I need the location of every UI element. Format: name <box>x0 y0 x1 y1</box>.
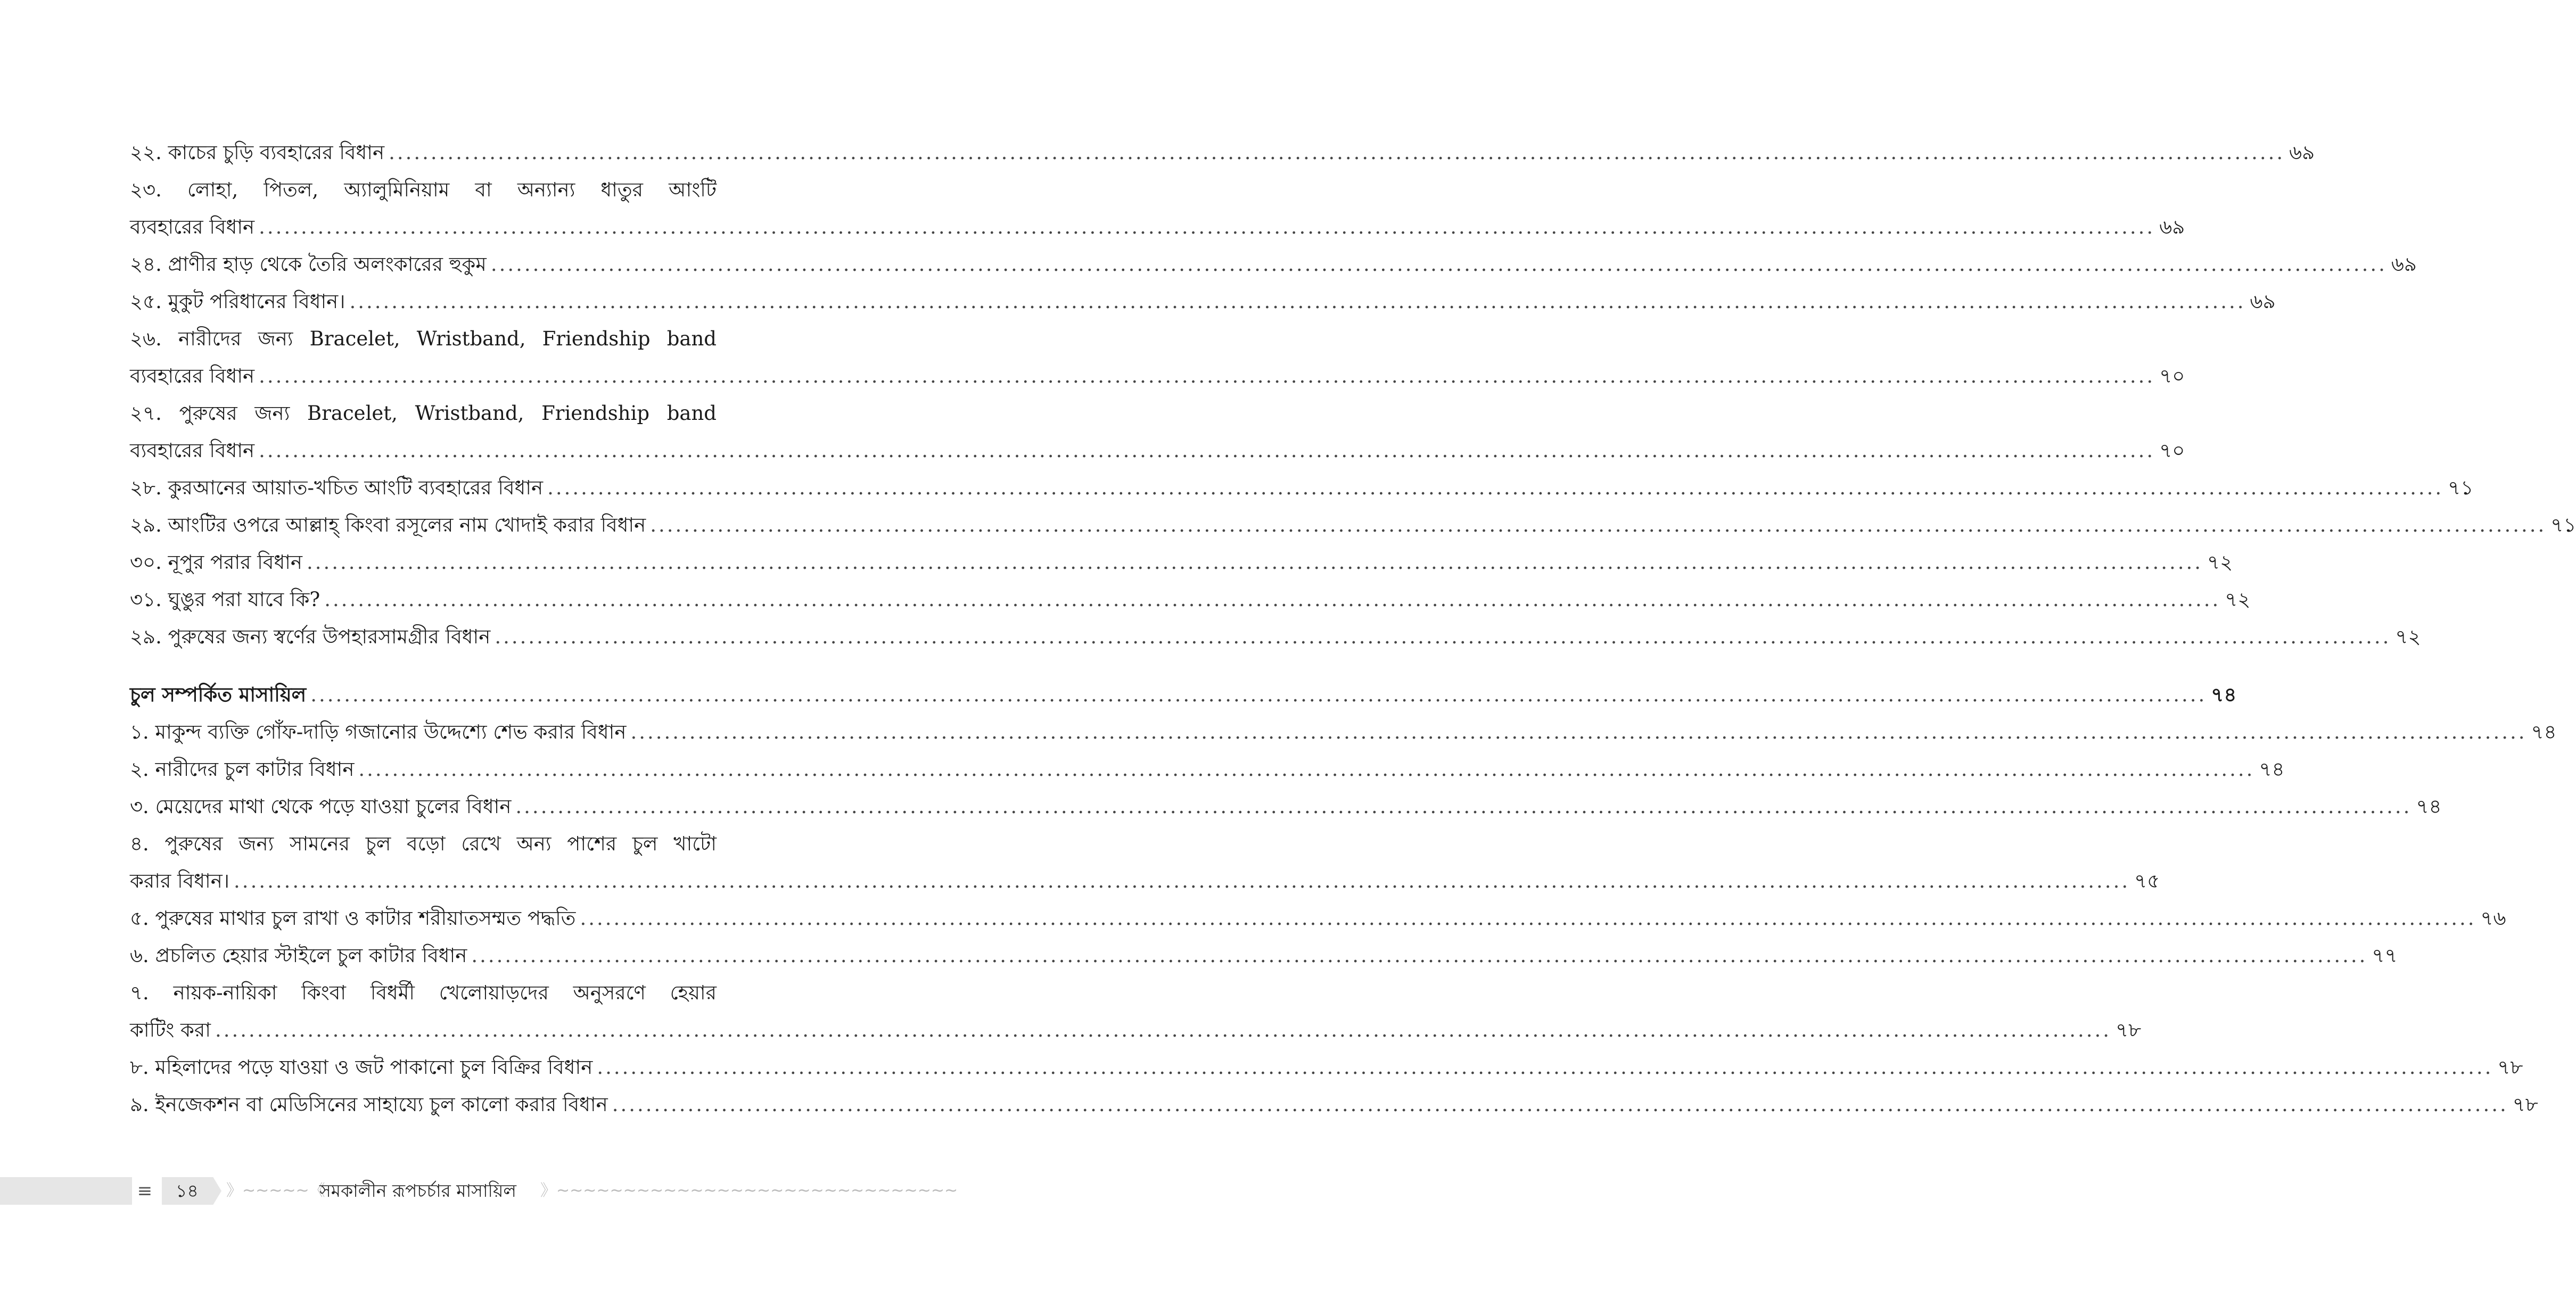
toc-entry-page: ৭৮ <box>2497 1056 2523 1079</box>
dot-leader <box>259 358 2155 395</box>
page-number: ১৪ <box>176 1180 199 1201</box>
toc-entry-page: ৬৯ <box>2250 290 2276 313</box>
section-heading-title: চুল সম্পর্কিত মাসায়িল <box>130 683 307 706</box>
dot-leader <box>215 1012 2111 1049</box>
dot-leader <box>580 900 2476 937</box>
dot-leader <box>234 863 2130 900</box>
toc-entry-title-line: ২৬. নারীদের জন্য Bracelet, Wristband, Friendship band <box>130 327 717 350</box>
dot-leader <box>491 246 2387 283</box>
toc-entry-page: ৭২ <box>2207 551 2233 574</box>
footer-ornament-left: 》~~~~~《 <box>226 1181 325 1200</box>
toc-entry-page: ৭৪ <box>2531 721 2557 743</box>
toc-entry-title: ২৫. মুকুট পরিধানের বিধান। <box>130 290 345 313</box>
toc-entry-title-line: ২৭. পুরুষের জন্য Bracelet, Wristband, Friendship band <box>130 402 717 425</box>
toc-entry[interactable] <box>130 469 2474 507</box>
dot-leader <box>350 283 2246 320</box>
toc-entry-title: করার বিধান। <box>130 870 230 892</box>
toc-entry-title-line: ২৩. লোহা, পিতল, অ্যালুমিনিয়াম বা অন্যান্য ধাতুর আংটি <box>130 178 717 201</box>
publisher-logo-icon: ≡ <box>137 1180 153 1202</box>
footer-ornament-right: 》~~~~~~~~~~~~~~~~~~~~~~~~~~~~~~ <box>540 1181 958 1200</box>
toc-entry-page: ৭৮ <box>2512 1093 2538 1116</box>
toc-entry-page: ৭৭ <box>2372 944 2398 967</box>
dot-leader <box>471 937 2367 974</box>
toc-entry-title: ২৯. পুরুষের জন্য স্বর্ণের উপহারসামগ্রীর বিধান <box>130 625 491 648</box>
toc-entry-page: ৭২ <box>2225 588 2251 611</box>
toc-entry[interactable] <box>130 320 2185 395</box>
toc-list-jewelry <box>130 134 2576 656</box>
toc-list-hair <box>130 714 2557 1123</box>
toc-entry-page: ৭৬ <box>2480 907 2506 930</box>
toc-entry-title-line: ৭. নায়ক-নায়িকা কিংবা বিধর্মী খেলোয়াড়দের অনুসরণে হেয়ার <box>130 981 717 1004</box>
toc-entry-title: ১. মাকুন্দ ব্যক্তি গোঁফ-দাড়ি গজানোর উদ্দেশ্যে শেভ করার বিধান <box>130 721 627 743</box>
toc-entry[interactable] <box>130 395 2185 469</box>
toc-entry-title: কাটিং করা <box>130 1019 211 1041</box>
toc-entry-title: ৯. ইনজেকশন বা মেডিসিনের সাহায্যে চুল কালো করার বিধান <box>130 1093 608 1116</box>
dot-leader <box>310 676 2207 714</box>
toc-entry[interactable] <box>130 581 2251 618</box>
toc-entry-title: ব্যবহারের বিধান <box>130 439 255 462</box>
dot-leader <box>324 581 2220 618</box>
toc-entry-title: ২৯. আংটির ওপরে আল্লাহ্ কিংবা রসূলের নাম খোদাই করার বিধান <box>130 514 646 536</box>
toc-entry-title: ৩১. ঘুঙুর পরা যাবে কি? <box>130 588 320 611</box>
toc-entry-title: ২৮. কুরআনের আয়াত-খচিত আংটি ব্যবহারের বিধান <box>130 476 544 499</box>
toc-entry[interactable] <box>130 618 2421 656</box>
toc-entry[interactable] <box>130 283 2276 320</box>
dot-leader <box>650 507 2546 544</box>
toc-entry-title: ৬. প্রচলিত হেয়ার স্টাইলে চুল কাটার বিধান <box>130 944 467 967</box>
toc-entry-page: ৭২ <box>2395 625 2421 648</box>
toc-section-heading[interactable] <box>130 676 2237 714</box>
section-spacer <box>130 656 717 676</box>
toc-entry[interactable] <box>130 171 2185 246</box>
dot-leader <box>307 544 2203 581</box>
toc-entry-page: ৭৪ <box>2259 758 2285 781</box>
table-of-contents <box>130 134 2576 1123</box>
toc-entry-page: ৭১ <box>2448 476 2474 499</box>
toc-entry-title: ২৪. প্রাণীর হাড় থেকে তৈরি অলংকারের হুকুম <box>130 253 487 276</box>
toc-entry-page: ৬৯ <box>2289 141 2315 164</box>
dot-leader <box>515 788 2412 825</box>
toc-entry-page: ৭০ <box>2159 439 2185 462</box>
book-title: সমকালীন রূপচর্চার মাসায়িল <box>319 1180 516 1201</box>
toc-entry-page: ৭১ <box>2550 514 2576 536</box>
page-footer <box>0 1173 958 1210</box>
toc-entry-title: ৮. মহিলাদের পড়ে যাওয়া ও জট পাকানো চুল বিক্রির বিধান <box>130 1056 593 1079</box>
dot-leader <box>358 751 2254 788</box>
toc-entry-title: ব্যবহারের বিধান <box>130 365 255 387</box>
toc-entry[interactable] <box>130 714 2557 751</box>
toc-entry-page: ৭৫ <box>2134 870 2160 892</box>
dot-leader <box>389 134 2285 171</box>
toc-entry[interactable] <box>130 134 2315 171</box>
toc-entry-page: ৬৯ <box>2159 216 2185 238</box>
toc-entry-page: ৭৪ <box>2416 795 2442 818</box>
toc-entry[interactable] <box>130 544 2233 581</box>
toc-entry-title: ৩০. নূপুর পরার বিধান <box>130 551 302 574</box>
toc-entry-page: ৬৯ <box>2391 253 2417 276</box>
toc-entry[interactable] <box>130 937 2398 974</box>
dot-leader <box>597 1049 2493 1086</box>
dot-leader <box>259 432 2155 469</box>
toc-entry-page: ৭০ <box>2159 365 2185 387</box>
toc-entry[interactable] <box>130 825 2160 900</box>
toc-entry-title: ২২. কাচের চুড়ি ব্যবহারের বিধান <box>130 141 385 164</box>
toc-entry[interactable] <box>130 1086 2538 1123</box>
toc-entry-title: ২. নারীদের চুল কাটার বিধান <box>130 758 355 781</box>
toc-entry-title: ৫. পুরুষের মাথার চুল রাখা ও কাটার শরীয়াতসম্মত পদ্ধতি <box>130 907 576 930</box>
footer-band <box>0 1177 132 1205</box>
toc-entry[interactable] <box>130 900 2506 937</box>
toc-entry[interactable] <box>130 507 2576 544</box>
dot-leader <box>630 714 2526 751</box>
toc-entry-page: ৭৮ <box>2116 1019 2142 1041</box>
toc-entry[interactable] <box>130 246 2417 283</box>
toc-entry-title: ৩. মেয়েদের মাথা থেকে পড়ে যাওয়া চুলের বিধান <box>130 795 512 818</box>
toc-entry[interactable] <box>130 751 2285 788</box>
toc-entry-title-line: ৪. পুরুষের জন্য সামনের চুল বড়ো রেখে অন্য পাশের চুল খাটো <box>130 832 717 855</box>
dot-leader <box>259 209 2155 246</box>
toc-entry[interactable] <box>130 788 2442 825</box>
toc-entry-title: ব্যবহারের বিধান <box>130 216 255 238</box>
dot-leader <box>547 469 2443 507</box>
dot-leader <box>495 618 2391 656</box>
toc-entry[interactable] <box>130 974 2142 1049</box>
dot-leader <box>612 1086 2508 1123</box>
section-heading-page: ৭৪ <box>2211 683 2237 706</box>
toc-entry[interactable] <box>130 1049 2523 1086</box>
